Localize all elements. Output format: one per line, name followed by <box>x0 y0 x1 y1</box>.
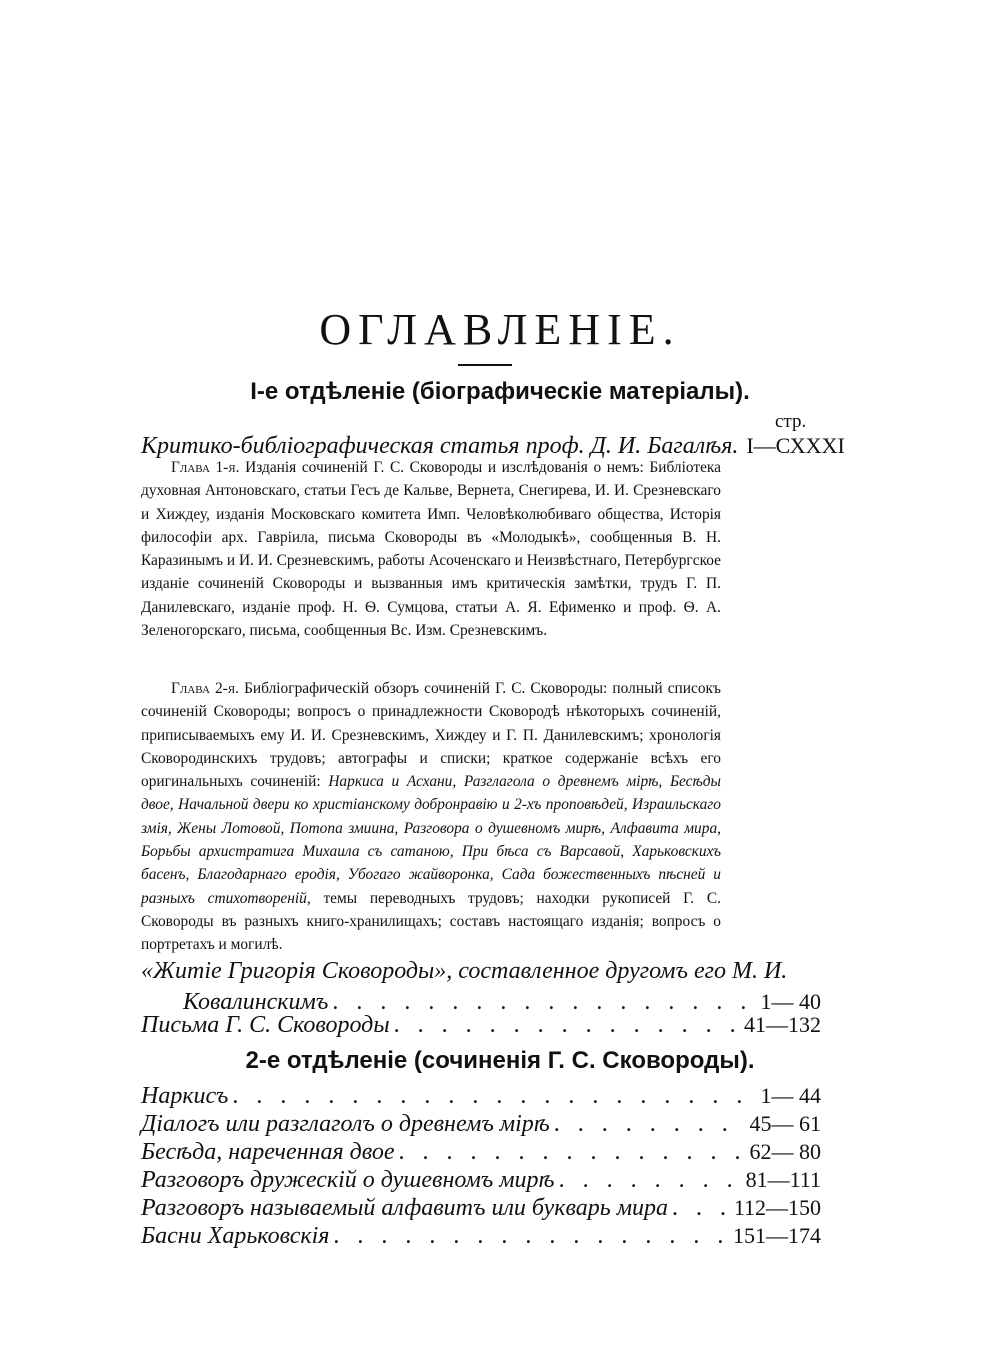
entry-title-line1: «Житіе Григорія Сковороды», составленное другомъ его М. И. <box>141 958 788 984</box>
entry-title-line2: Ковалинскимъ <box>183 989 329 1015</box>
toc-entry-life[interactable] <box>141 958 821 1016</box>
entry-pages: 1— 40 <box>760 989 821 1014</box>
dot-leader <box>399 1138 746 1166</box>
entry-title: Бесѣда, нареченная двое <box>141 1139 395 1165</box>
entry-title: Критико-библіографическая статья проф. Д. И. Багалѣя. <box>141 433 739 459</box>
section2-heading: 2-е отдѣленіе (сочиненія Г. С. Сковороды). <box>245 1047 755 1074</box>
entry-title: Разговоръ называемый алфавитъ или букварь мира <box>141 1195 669 1221</box>
chapter2-text-before: Библіографическій обзоръ сочиненій Г. С. Сковороды: полный списокъ сочиненій Сковороды; вопросъ о принадлежности Сковородѣ нѣкоторыхъ сочиненій, приписываемыхъ ему И. И. Срезневскимъ, Хиждеу и Г. П. Данилевскимъ; хронологія Сковородинскихъ трудовъ; автографы и списки; краткое содержаніе всѣхъ его оригинальныхъ сочиненій: <box>141 680 721 791</box>
chapter2-works-list: Наркиса и Асхани, Разглагола о древнемъ мірѣ, Бесѣды двое, Начальной двери ко христіанскому добронравію и 2-хъ проповѣдей, Израильскаго змія, Жены Лотовой, Потопа змиина, Разговора о душевномъ мирѣ, Алфавита мира, Борьбы архистратига Михаила съ сатаною, При бѣса съ Варсавой, Харьковскихъ басенъ, Благодарнаго еродія, Убогаго жайворонка, Сада божественныхъ пѣсней и разныхъ стихотвореній, <box>141 773 721 907</box>
chapter2-label: Глава 2-я. <box>171 680 239 697</box>
toc-entry[interactable] <box>141 1166 821 1194</box>
toc-entry[interactable] <box>141 1082 821 1110</box>
toc-entry[interactable] <box>141 1222 821 1250</box>
toc-entry[interactable] <box>141 1138 821 1166</box>
dot-leader <box>554 1110 746 1138</box>
entry-title: Басни Харьковскія <box>141 1223 330 1249</box>
toc-entry-letters[interactable] <box>141 1011 821 1039</box>
page-column-label: стр. <box>775 411 807 432</box>
entry-pages: 1— 44 <box>760 1083 821 1108</box>
chapter1-label: Глава 1-я. <box>171 459 240 476</box>
entry-title: Разговоръ дружескій о душевномъ мирѣ <box>141 1167 555 1193</box>
chapter2-text-after: темы переводныхъ трудовъ; находки рукописей Г. С. Сковороды въ разныхъ книго-хранилищахъ; составъ настоящаго изданія; вопросъ о портретахъ и могилѣ. <box>141 889 721 954</box>
chapter2-description <box>141 677 721 957</box>
entry-pages: 81—111 <box>745 1167 821 1192</box>
entry-pages: І—СХХХІ <box>746 433 845 458</box>
dot-leader <box>672 1194 730 1222</box>
toc-entry[interactable] <box>141 1194 821 1222</box>
dot-leader <box>232 1082 756 1110</box>
entry-pages: 151—174 <box>733 1223 821 1248</box>
entry-title: Письма Г. С. Сковороды <box>141 1012 390 1038</box>
entry-title: Наркисъ <box>141 1083 229 1109</box>
dot-leader <box>559 1166 742 1194</box>
title-rule <box>458 364 512 366</box>
entry-title: Діалогъ или разглаголъ о древнемъ мірѣ <box>141 1111 550 1137</box>
page-title: ОГЛАВЛЕНІЕ. <box>319 305 681 354</box>
entry-pages: 45— 61 <box>749 1111 821 1136</box>
section1-heading: І-е отдѣленіе (біографическіе матеріалы). <box>250 378 750 405</box>
chapter1-description <box>141 456 721 642</box>
entry-pages: 41—132 <box>744 1012 821 1037</box>
entry-pages: 62— 80 <box>749 1139 821 1164</box>
dot-leader <box>394 1011 740 1039</box>
chapter1-text: Изданія сочиненій Г. С. Сковороды и изслѣдованія о немъ: Библіотека духовная Антоновскаго, статьи Гесъ де Кальве, Вернета, Снегирева, И. И. Срезневскаго и Хиждеу, изданія Московскаго комитета Имп. Человѣколюбиваго общества, Исторія философіи арх. Гавріила, письма Сковороды въ «Молодыкѣ», сообщенныя В. Н. Каразинымъ и И. И. Срезневскимъ, работы Асоченскаго и Неизвѣстнаго, Петербургское изданіе сочиненій Сковороды и вызванныя имъ критическія замѣтки, трудъ Г. П. Данилевскаго, изданіе проф. Н. Ѳ. Сумцова, статьи А. Я. Ефименко и проф. Ѳ. А. Зеленогорскаго, письма, сообщенныя Вс. Изм. Срезневскимъ. <box>141 459 721 640</box>
entry-pages: 112—150 <box>733 1195 821 1220</box>
dot-leader <box>333 1222 729 1250</box>
toc-entry[interactable] <box>141 1110 821 1138</box>
